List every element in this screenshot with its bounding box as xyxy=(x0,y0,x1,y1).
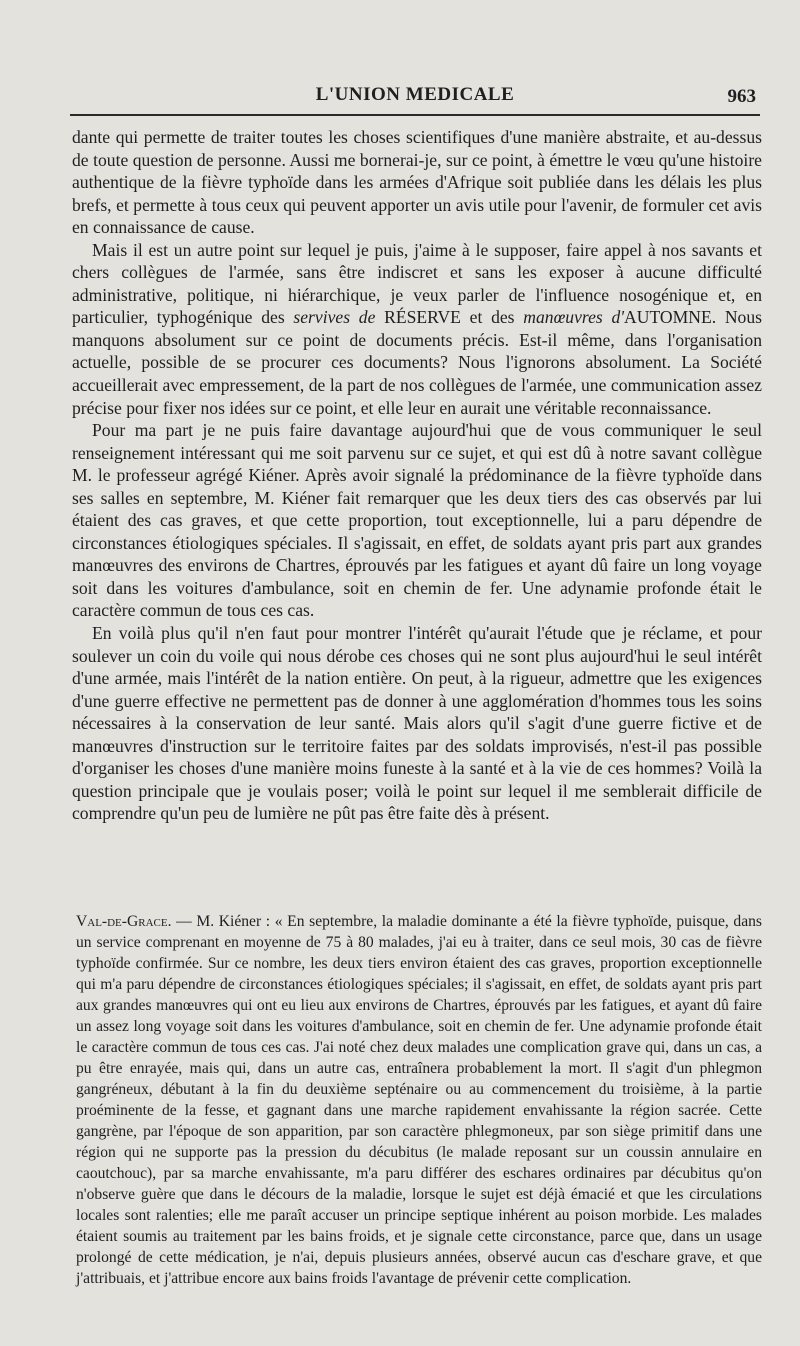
page-header xyxy=(70,84,760,114)
main-text xyxy=(72,126,762,825)
paragraph-2 xyxy=(72,239,762,419)
paragraph-2-reserve: RÉSERVE xyxy=(375,307,461,328)
paragraph-3: Pour ma part je ne puis faire davantage aujourd'hui que de vous communiquer le seul renseignement intéressant qui me soit parvenu sur ce sujet, et qui est dû à notre savant collègue M. le professeur agrégé Kiéner. Après avoir signalé la prédominance de la fièvre typhoïde dans ses salles en septembre, M. Kiéner fait remarquer que les deux tiers des cas observés par lui étaient des cas graves, et que cette proportion, tout exceptionnelle, lui a paru dépendre de circonstances étiologiques spéciales. Il s'agissait, en effet, de soldats ayant pris part aux grandes manœuvres des environs de Chartres, éprouvés par les fatigues et ayant dû faire un long voyage soit dans les voitures d'ambulance, soit en chemin de fer. Une adynamie profonde était le caractère commun de tous ces cas. xyxy=(72,420,762,621)
paragraph-2-italic-manoeuvres: manœuvres d' xyxy=(523,307,625,328)
paragraph-2-italic-servives: servives de xyxy=(293,307,376,328)
paragraph-4: En voilà plus qu'il n'en faut pour montrer l'intérêt qu'aurait l'étude que je réclame, et pour soulever un coin du voile qui nous dérobe ces choses qui ne sont plus aujourd'hui le seul intérêt d'une armée, mais l'intérêt de la nation entière. On peut, à la rigueur, admettre que les exigences d'une guerre effective ne permettent pas de donner à une agglomération d'hommes tous les soins nécessaires à la conservation de leur santé. Mais alors qu'il s'agit d'une guerre fictive et de manœuvres d'instruction sur le territoire faites par des soldats improvisés, n'est-il pas possible d'organiser les choses d'une manière moins funeste à la santé et à la vie de ces hommes? Voilà la question principale que je voulais poser; voilà le point sur lequel il me semblerait difficile de comprendre qu'un peu de lumière ne pût pas être faite dès à présent. xyxy=(72,623,762,824)
running-title: L'UNION MEDICALE xyxy=(315,84,515,105)
paragraph-2-text-g: . Nous manquons absolument sur ce point de documents précis. Est-il même, dans l'organisation actuelle, possible de se procurer ces documents? Nous l'ignorons absolument. La Société accueillerait avec empressement, de la part de nos collègues de l'armée, une communication assez précise pour fixer nos idées sur ce point, et elle leur en aurait une véritable reconnaissance. xyxy=(72,307,762,418)
footnote-text: — M. Kiéner : « En septembre, la maladie dominante a été la fièvre typhoïde, puisque, dans un service comprenant en moyenne de 75 à 80 malades, j'ai eu à traiter, dans ce seul mois, 30 cas de fièvre typhoïde confirmée. Sur ce nombre, les deux tiers environ étaient des cas graves, proportion exceptionnelle qui m'a paru dépendre de circonstances étiologiques spéciales; il s'agissait, en effet, de soldats ayant pris part aux grandes manœuvres qui ont eu lieu aux environs de Chartres, éprouvés par les fatigues, et ayant dû faire un assez long voyage soit dans les voitures d'ambulance, soit en chemin de fer. Une adynamie profonde était le caractère commun de tous ces cas. J'ai noté chez deux malades une complication grave qui, dans un cas, a pu être enrayée, mais qui, dans un autre cas, entraînera probablement la mort. Il s'agit d'un phlegmon gangréneux, débutant à la fin du deuxième septénaire ou au commencement du troisième, à la partie proéminente de la fesse, et gagnant dans une marche rapidement envahissante la région sacrée. Cette gangrène, par l'époque de son apparition, par son caractère phlegmoneux, par son siège primitif dans une région qui ne supporte pas la pression du décubitus (le malade reposant sur un coussin annulaire en caoutchouc), par sa marche envahissante, m'a paru différer des eschares ordinaires par décubitus qu'on n'observe guère que dans le décours de la maladie, lorsque le sujet est déjà émacié et que les circulations locales sont ralenties; elle me paraît accuser un principe septique inhérent au poison morbide. Les malades étaient soumis au traitement par les bains froids, et je signale cette circonstance, parce que, dans un usage prolongé de cette médication, je n'ai, depuis plusieurs années, observé aucun cas d'eschare grave, et que j'attribuais, et j'attribue encore aux bains froids l'avantage de prévenir cette complication. xyxy=(76,913,762,1287)
paragraph-2-text-d: et des xyxy=(460,307,524,328)
page-number: 963 xyxy=(727,86,756,107)
footnote-paragraph xyxy=(76,911,762,1289)
paragraph-2-text-a: Mais il est un autre point sur lequel je puis, j'aime à le supposer, faire appel à nos savants et chers collègues de l'armée, sans être indiscret et sans les exposer à aucune difficulté administrative, politique, ni hiérarchique, je veux parler de l'influence nosogénique et, en particulier, typhogénique des xyxy=(72,239,762,328)
header-rule xyxy=(70,114,760,116)
paragraph-2-automne: AUTOMNE xyxy=(624,307,712,328)
footnote xyxy=(76,911,762,1289)
footnote-label: Val-de-Grace. xyxy=(76,913,172,930)
paragraph-1: dante qui permette de traiter toutes les choses scientifiques d'une manière abstraite, et au-dessus de toute question de personne. Aussi me bornerai-je, sur ce point, à émettre le vœu qu'une histoire authentique de la fièvre typhoïde dans les armées d'Afrique soit publiée dans les délais les plus brefs, et permette à tous ceux qui peuvent apporter un avis utile pour l'avenir, de formuler cet avis en connaissance de cause. xyxy=(72,127,762,238)
